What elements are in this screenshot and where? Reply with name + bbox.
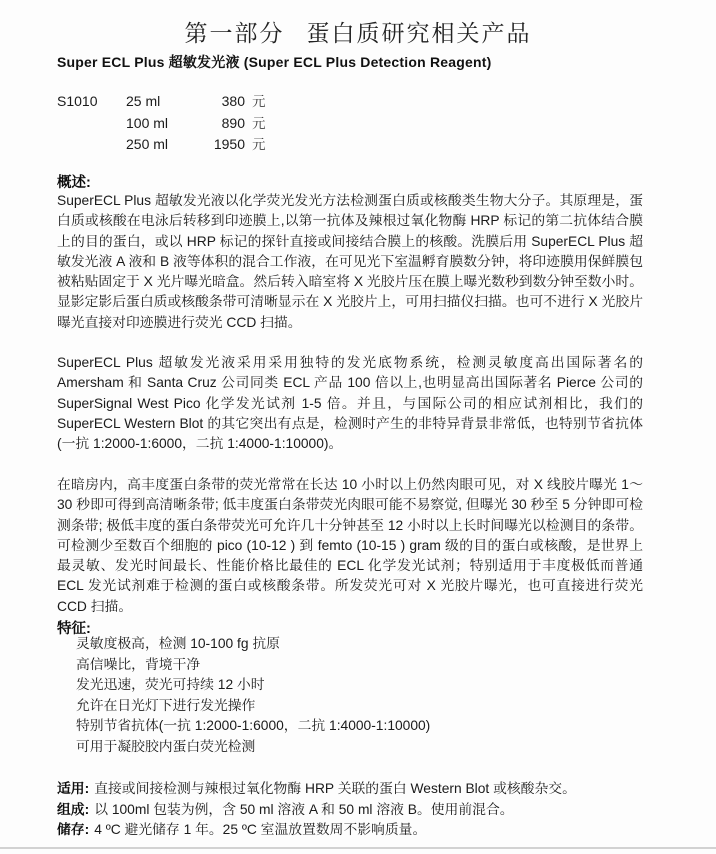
price-value: 380 xyxy=(221,93,245,109)
overview-paragraph-2: SuperECL Plus 超敏发光液采用采用独特的发光底物系统，检测灵敏度高出国际著名的 Amersham 和 Santa Cruz 公司同类 ECL 产品 100 倍以上,也明显高出国际著名 Pierce 公司的 SuperSignal West Pico 化学发光试剂 1-5 倍。并且，与国际公司的相应试剂相比，我们的 SuperECL Western Blot 的其它突出有点是，检测时产生的非特异背景非常低，也特别节省抗体(一抗 1:2000-1:6000，二抗 1:4000-1:10000)。 xyxy=(57,355,643,452)
pack-size: 250 ml xyxy=(126,136,169,153)
spec-text: 4 ºC 避光储存 1 年。25 ºC 室温放置数周不影响质量。 xyxy=(94,822,427,838)
overview-heading: 概述: xyxy=(57,175,91,191)
feature-item: 特别节省抗体(一抗 1:2000-1:6000，二抗 1:4000-1:10000) xyxy=(76,718,431,734)
feature-item: 允许在日光灯下进行发光操作 xyxy=(76,697,256,713)
page-title-part1: 第一部分 xyxy=(184,21,285,46)
spec-text: 直接或间接检测与辣根过氧化物酶 HRP 关联的蛋白 Western Blot 或核酸杂交。 xyxy=(94,781,576,796)
overview-paragraph-3: 在暗房内，高丰度蛋白条带的荧光常常在长达 10 小时以上仍然肉眼可见，对 X 线胶片曝光 1～30 秒即可得到高清晰条带; 低丰度蛋白条带荧光肉眼可能不易察觉, 但曝光 30 秒至 5 分钟即可检测条带; 极低丰度的蛋白条带荧光可允许几十分钟甚至 12 小时以上长时间曝光以检测目的条带。可检测少至数百个细胞的 pico (10-12 ) 到 femto (10-15 ) gram 级的目的蛋白或核酸，是世界上最灵敏、发光时间最长、性能价格比最佳的 ECL 化学发光试剂；特别适用于丰度极低而普通 ECL 发光试剂难于检测的蛋白或核酸条带。所发荧光可对 X 光胶片曝光，也可直接进行荧光 CCD 扫描。 xyxy=(57,477,643,614)
feature-item: 灵敏度极高，检测 10-100 fg 抗原 xyxy=(76,636,280,651)
price-unit: 元 xyxy=(252,115,266,131)
pack-size: 25 ml xyxy=(126,93,161,109)
overview-paragraph-1: SuperECL Plus 超敏发光液以化学荧光发光方法检测蛋白质或核酸类生物大分子。其原理是，蛋白质或核酸在电泳后转移到印迹膜上,以第一抗体及辣根过氧化物酶 HRP 标记的第二抗体结合膜上的目的蛋白，或以 HRP 标记的探针直接或间接结合膜上的核酸。洗膜后用 SuperECL Plus 超敏发光液 A 液和 B 液等体积的混合工作液，在可见光下室温孵育膜数分钟，将印迹膜用保鲜膜包被粘贴固定于 X 光片曝光暗盒。然后转入暗室将 X 光胶片压在膜上曝光数秒到数分钟至数小时。显影定影后蛋白质或核酸条带可清晰显示在 X 光胶片上，可用扫描仪扫描。也可不进行 X 光胶片曝光直接对印迹膜进行荧光 CCD 扫描。 xyxy=(57,193,643,330)
spec-text: 以 100ml 包装为例，含 50 ml 溶液 A 和 50 ml 溶液 B。使用前混合。 xyxy=(94,801,514,817)
price-row xyxy=(57,112,275,134)
price-row xyxy=(57,90,275,112)
feature-item: 高信噪比，背境干净 xyxy=(76,656,201,672)
spec-label: 适用: xyxy=(57,781,90,796)
pack-size: 100 ml xyxy=(126,114,169,131)
page-title-part2: 蛋白质研究相关产品 xyxy=(306,21,532,46)
price-value: 1950 xyxy=(213,136,245,153)
feature-item: 发光迅速，荧光可持续 12 小时 xyxy=(76,677,265,693)
spec-label: 储存: xyxy=(57,822,90,838)
spec-row-usage xyxy=(57,779,657,800)
features-heading: 特征: xyxy=(57,621,91,637)
product-name: Super ECL Plus 超敏发光液 (Super ECL Plus Detection Reagent) xyxy=(57,54,492,70)
spec-row-composition xyxy=(57,800,657,821)
price-row xyxy=(57,133,275,155)
price-value: 890 xyxy=(221,114,245,131)
page-bottom-divider xyxy=(0,847,716,849)
spec-list xyxy=(57,779,657,841)
feature-list xyxy=(76,634,430,758)
price-unit: 元 xyxy=(252,94,266,109)
catalog-number: S1010 xyxy=(57,93,98,109)
price-table xyxy=(57,90,275,155)
feature-item: 可用于凝胶胶内蛋白荧光检测 xyxy=(76,738,256,754)
spec-row-storage xyxy=(57,820,657,841)
spec-label: 组成: xyxy=(57,801,90,817)
page-title xyxy=(0,15,716,48)
price-unit: 元 xyxy=(252,137,266,153)
